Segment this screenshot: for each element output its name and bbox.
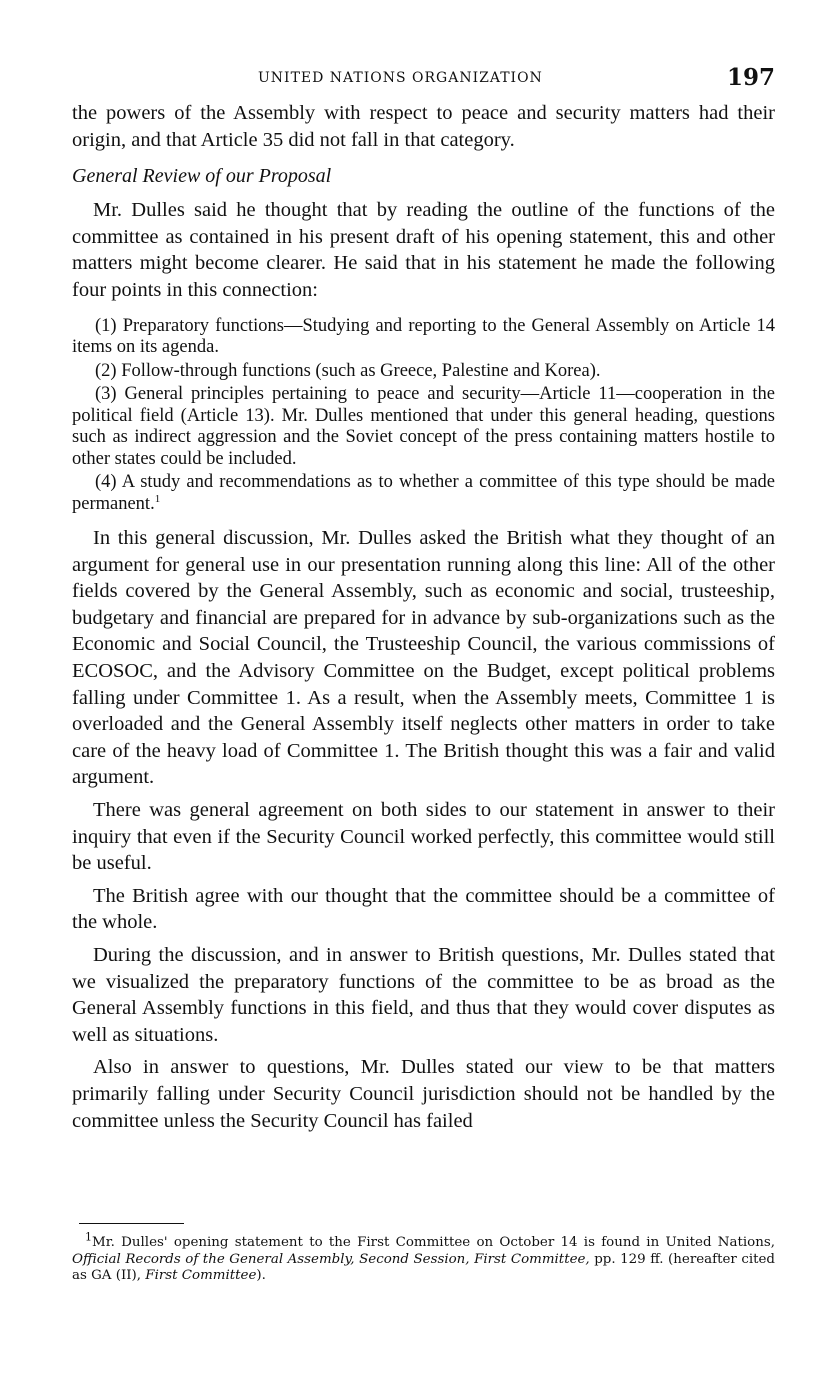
point-3: (3) General principles pertaining to peace and security—Article 11—cooperation in the political field (Article 13). Mr. Dulles mentioned that under this general heading, questions such as indirect aggression and the Soviet concept of the press containing matters hostile to other states could be included.	[72, 384, 775, 469]
footnote-short-title: First Committee	[145, 1268, 257, 1283]
footnote	[72, 1230, 775, 1285]
section-heading: General Review of our Proposal	[72, 165, 332, 188]
paragraph-dulles-outline: Mr. Dulles said he thought that by reading the outline of the functions of the committee as contained in his present draft of his opening statement, this and other matters might become clearer. He said that in his statement he made the following four points in this connection:	[72, 199, 775, 301]
point-4	[72, 472, 775, 515]
point-2: (2) Follow-through functions (such as Greece, Palestine and Korea).	[95, 360, 601, 381]
footnote-marker: 1	[85, 1230, 92, 1244]
point-1: (1) Preparatory functions—Studying and reporting to the General Assembly on Article 14 items on its agenda.	[72, 315, 775, 358]
footnote-reference: 1	[154, 492, 161, 505]
paragraph-committee-of-whole: The British agree with our thought that the committee should be a committee of the whole.	[72, 884, 775, 934]
running-header	[72, 64, 775, 100]
point-4-text: (4) A study and recommendations as to whether a committee of this type should be made permanent.	[72, 472, 775, 514]
paragraph-preparatory-functions: During the discussion, and in answer to British questions, Mr. Dulles stated that we visualized the preparatory functions of the committee to be as broad as the General Assembly functions in this field, and thus that they would cover disputes as well as situations.	[72, 943, 775, 1046]
footnote-text-a: Mr. Dulles' opening statement to the First Committee on October 14 is found in United Nations,	[92, 1235, 775, 1250]
footnote-source-title: Official Records of the General Assembly, Second Session, First Committee,	[72, 1251, 590, 1267]
page-number: 197	[726, 64, 775, 91]
paragraph-continuation: the powers of the Assembly with respect to peace and security matters had their origin, and that Article 35 did not fall in that category.	[72, 102, 775, 151]
paragraph-security-council: Also in answer to questions, Mr. Dulles stated our view to be that matters primarily falling under Security Council jurisdiction should not be handled by the committee unless the Security Council has failed	[72, 1056, 775, 1132]
paragraph-general-discussion: In this general discussion, Mr. Dulles asked the British what they thought of an argument for general use in our presentation running along this line: All of the other fields covered by the General Assembly, such as economic and social, trusteeship, budgetary and financial are prepared for in advance by sub-organizations such as the Economic and Social Council, the Trusteeship Council, the various commissions of ECOSOC, and the Advisory Committee on the Budget, except political problems falling under Committee 1. As a result, when the Assembly meets, Committee 1 is overloaded and the General Assembly itself neglects other matters in order to take care of the heavy load of Committee 1. The British thought this was a fair and valid argument.	[72, 527, 775, 789]
footnote-text-b: pp. 129 ff. (hereafter cited as GA (II),	[72, 1251, 775, 1283]
running-title: UNITED NATIONS ORGANIZATION	[258, 70, 543, 86]
footnote-text-c: ).	[256, 1268, 266, 1283]
page	[72, 64, 775, 1134]
footnote-divider	[79, 1223, 184, 1224]
four-points-list	[72, 316, 775, 516]
paragraph-general-agreement: There was general agreement on both sides to our statement in answer to their inquiry that even if the Security Council worked perfectly, this committee would still be useful.	[72, 799, 775, 875]
